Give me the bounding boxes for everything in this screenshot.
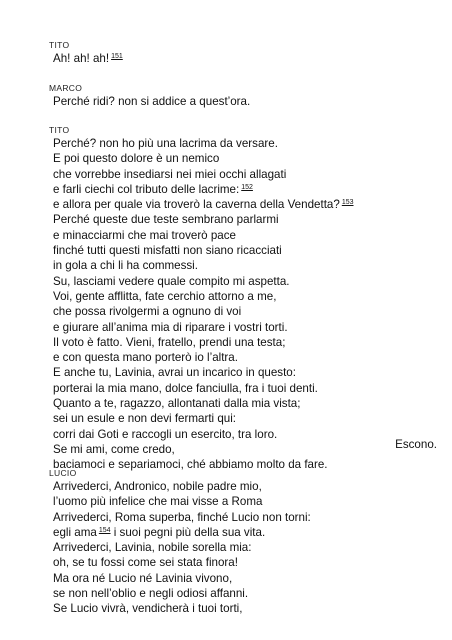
verse-line: se non nell’oblio e negli odiosi affanni. [53, 587, 249, 601]
verse-line: sei un esule e non devi fermarti qui: [53, 412, 237, 426]
verse-text: i suoi pegni più della sua vita. [110, 525, 266, 539]
verse-line: Voi, gente afflitta, fate cerchio attorno a me, [53, 289, 277, 303]
verse-line: che possa rivolgermi a ognuno di voi [53, 305, 242, 319]
speaker-name: TITO [49, 40, 70, 50]
speech-verse [53, 51, 438, 66]
verse-line: Perché queste due teste sembrano parlarmi [53, 213, 279, 227]
verse-line: E anche tu, Lavinia, avrai un incarico in questo: [53, 366, 296, 380]
verse-line: Arrivederci, Lavinia, nobile sorella mia: [53, 541, 252, 555]
verse-line: Arrivederci, Roma superba, finché Lucio non torni: [53, 510, 311, 524]
speaker-name: MARCO [49, 83, 83, 93]
verse-line: oh, se tu fossi come sei stata finora! [53, 556, 238, 570]
verse-line [53, 525, 438, 540]
verse-line: Ma ora né Lucio né Lavinia vivono, [53, 571, 233, 585]
verse-line: Se Lucio vivrà, vendicherà i tuoi torti, [53, 602, 243, 616]
verse-text: e farli ciechi col tributo delle lacrime: [53, 182, 240, 196]
verse-line: E poi questo dolore è un nemico [53, 152, 220, 166]
verse-line [53, 197, 438, 212]
verse-line: Se mi ami, come credo, [53, 442, 175, 456]
verse-line: e giurare all’anima mia di riparare i vostri torti. [53, 320, 288, 334]
verse-line: Il voto è fatto. Vieni, fratello, prendi una testa; [53, 335, 286, 349]
verse-line: in gola a chi li ha commessi. [53, 259, 198, 273]
speech-verse [53, 136, 438, 473]
verse-line: baciamoci e separiamoci, ché abbiamo molto da fare. [53, 458, 328, 472]
verse-line: finché tutti questi misfatti non siano ricacciati [53, 244, 282, 258]
footnote-reference[interactable]: 151 [111, 53, 123, 60]
footnote-reference[interactable]: 154 [98, 526, 111, 534]
verse-line: porterai la mia mano, dolce fanciulla, fra i tuoi denti. [53, 381, 318, 395]
verse-text: Ah! ah! ah! [53, 52, 110, 65]
verse-line: corri dai Goti e raccogli un esercito, tra loro. [53, 427, 278, 441]
verse-text: egli ama [53, 525, 97, 539]
verse-line: e con questa mano porterò io l’altra. [53, 351, 238, 365]
speech-verse [53, 94, 438, 109]
speech-verse [53, 479, 438, 617]
speaker-name: TITO [49, 125, 70, 135]
verse-line: l’uomo più infelice che mai visse a Roma [53, 495, 263, 509]
verse-line: Perché? non ho più una lacrima da versare. [53, 137, 278, 150]
speaker-name: LUCIO [49, 468, 77, 478]
verse-line: Su, lasciami vedere quale compito mi aspetta. [53, 274, 290, 288]
footnote-reference[interactable]: 152 [241, 183, 253, 191]
verse-line [53, 51, 438, 66]
verse-line: e minacciarmi che mai troverò pace [53, 228, 236, 242]
verse-line: che vorrebbe insediarsi nei miei occhi allagati [53, 167, 287, 181]
footnote-reference[interactable]: 153 [341, 199, 354, 207]
verse-line: Quanto a te, ragazzo, allontanati dalla mia vista; [53, 397, 301, 411]
verse-line: Arrivederci, Andronico, nobile padre mio, [53, 480, 262, 493]
verse-line [53, 182, 438, 197]
verse-line: Perché ridi? non si addice a quest’ora. [53, 95, 251, 108]
stage-direction: Escono. [395, 438, 437, 451]
verse-text: e allora per quale via troverò la caverna della Vendetta? [53, 198, 340, 212]
